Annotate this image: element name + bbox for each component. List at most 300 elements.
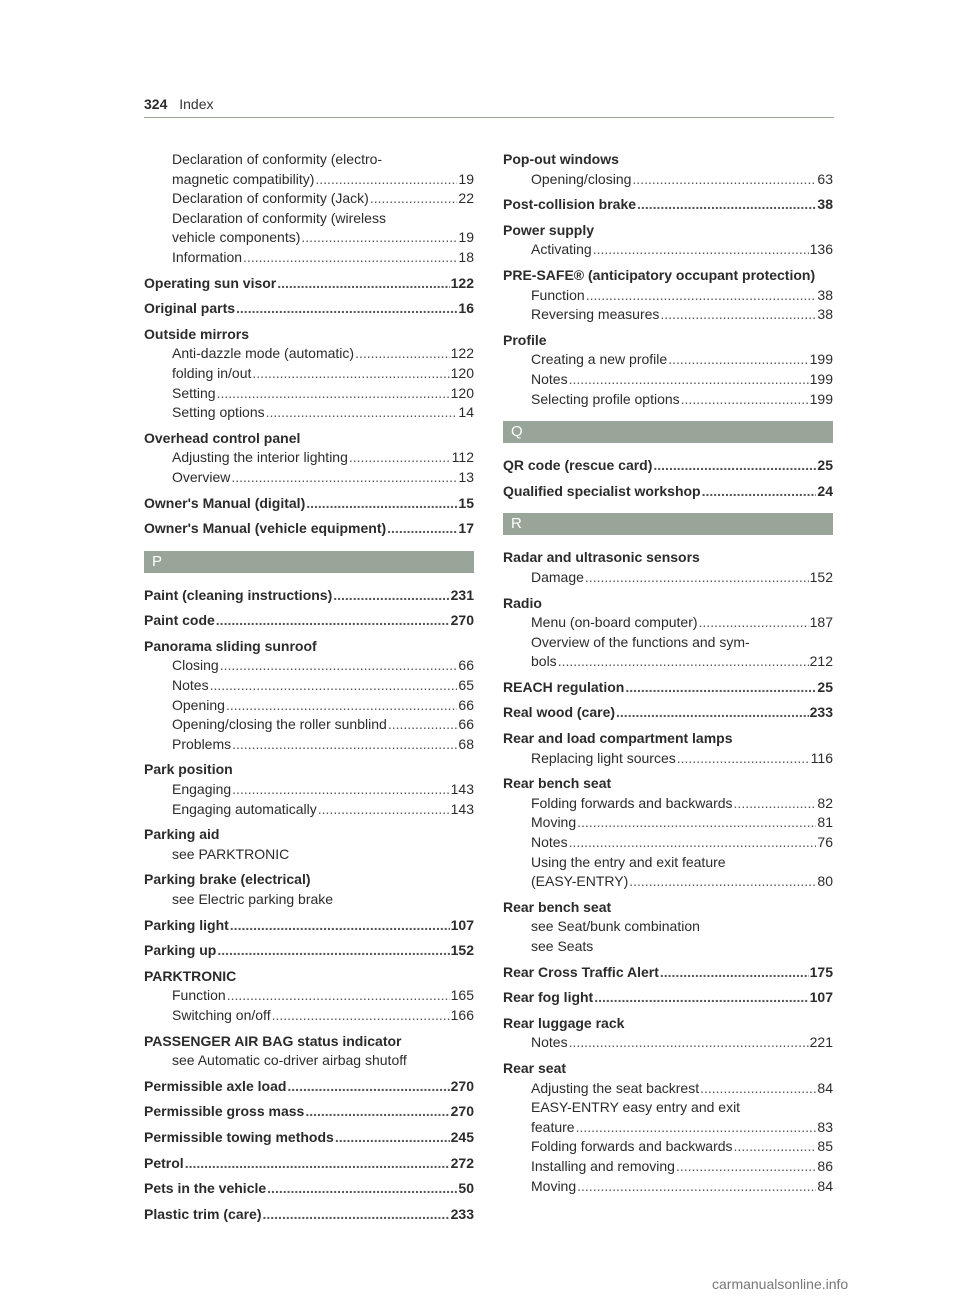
entry-title-text: Original parts — [144, 300, 236, 317]
dot-leader — [277, 274, 449, 294]
index-entry — [144, 870, 474, 909]
dot-leader — [569, 1033, 809, 1053]
sub-entry-text: Declaration of conformity (wireless — [172, 209, 386, 226]
index-entry — [503, 548, 833, 587]
index-column-right — [503, 150, 833, 1202]
sub-entry-text: Adjusting the interior lighting — [172, 449, 348, 466]
sub-entry — [503, 170, 833, 190]
sub-entry-text: Function — [531, 286, 585, 303]
dot-leader — [185, 1154, 450, 1174]
dot-leader — [681, 390, 809, 410]
entry-title — [144, 870, 474, 890]
sub-entry — [172, 170, 474, 190]
dot-leader — [734, 1137, 817, 1157]
sub-entry — [503, 240, 833, 260]
dot-leader — [231, 468, 457, 488]
index-entry — [503, 963, 833, 983]
entry-title — [503, 774, 833, 794]
index-entry — [503, 482, 833, 502]
dot-leader — [585, 568, 809, 588]
sub-entry — [144, 656, 474, 676]
sub-entry — [144, 800, 474, 820]
sub-entry-text: Notes — [531, 834, 568, 851]
header-title: Index — [179, 96, 214, 112]
dot-leader — [217, 384, 450, 404]
entry-title — [144, 967, 474, 987]
entry-title-page: 107 — [809, 989, 833, 1006]
sub-entry-page: 19 — [458, 170, 474, 187]
entry-title — [144, 1102, 474, 1122]
sub-entry — [144, 344, 474, 364]
sub-entry-text: Opening/closing — [531, 170, 632, 187]
sub-entry-page: 199 — [809, 370, 833, 387]
sub-entry-text: Declaration of conformity (Jack) — [172, 190, 369, 207]
sub-entry-page: 112 — [451, 449, 474, 466]
dot-leader — [335, 1128, 450, 1148]
entry-title — [503, 266, 833, 286]
sub-entry-text: (EASY-ENTRY) — [531, 873, 629, 890]
entry-title-text: Pets in the vehicle — [144, 1180, 267, 1197]
entry-title-page: 270 — [450, 612, 474, 629]
watermark: carmanualsonline.info — [712, 1276, 849, 1292]
index-entry — [144, 1032, 474, 1071]
dot-leader — [677, 749, 810, 769]
dot-leader — [558, 652, 809, 672]
section-heading-p: P — [144, 551, 474, 573]
entry-title-page: 107 — [450, 916, 474, 933]
sub-entry-text: Installing and removing — [531, 1157, 675, 1174]
sub-entry — [144, 986, 474, 1006]
dot-leader — [232, 735, 457, 755]
entry-title-text: Rear and load compartment lamps — [503, 730, 733, 747]
dot-leader — [616, 703, 809, 723]
sub-entry-page: 85 — [817, 1138, 833, 1155]
entry-title — [503, 594, 833, 614]
sub-entry — [503, 749, 833, 769]
index-entry — [503, 774, 833, 892]
sub-entry-text: Opening — [172, 696, 225, 713]
entry-title-page: 233 — [450, 1205, 474, 1222]
sub-entry — [144, 696, 474, 716]
dot-leader — [263, 1205, 450, 1225]
sub-entry — [144, 448, 474, 468]
index-entry — [144, 1128, 474, 1148]
index-entry — [503, 898, 833, 957]
dot-leader — [306, 494, 457, 514]
index-entry — [144, 1077, 474, 1097]
index-entry — [503, 150, 833, 189]
entry-title — [503, 963, 833, 983]
sub-entry-text: Adjusting the seat backrest — [531, 1079, 700, 1096]
entry-title — [503, 1014, 833, 1034]
entry-title-text: Outside mirrors — [144, 325, 250, 342]
index-entry — [144, 941, 474, 961]
sub-entry-text: Damage — [531, 568, 584, 585]
sub-entry-text: Creating a new profile — [531, 351, 668, 368]
entry-title-page: 16 — [458, 300, 474, 317]
entry-title-page: 38 — [817, 196, 833, 213]
dot-leader — [243, 248, 457, 268]
sub-entry-page: 18 — [458, 248, 474, 265]
entry-title — [144, 637, 474, 657]
dot-leader — [577, 1177, 816, 1197]
sub-entry — [503, 833, 833, 853]
dot-leader — [699, 613, 809, 633]
sub-entry — [144, 403, 474, 423]
sub-entry-page: 80 — [817, 873, 833, 890]
dot-leader — [227, 986, 450, 1006]
sub-entry-text: Selecting profile options — [531, 390, 680, 407]
dot-leader — [734, 794, 817, 814]
sub-entry — [503, 1118, 833, 1138]
index-entry — [144, 760, 474, 819]
index-entry — [503, 703, 833, 723]
sub-entry-page: 66 — [458, 657, 474, 674]
dot-leader — [252, 364, 449, 384]
entry-title — [503, 195, 833, 215]
sub-entry-text: Folding forwards and backwards — [531, 794, 733, 811]
entry-title-page: 17 — [458, 520, 474, 537]
sub-entry — [503, 305, 833, 325]
index-entry — [503, 678, 833, 698]
sub-entry — [503, 1079, 833, 1099]
index-entry — [172, 150, 474, 268]
sub-entry-page: 66 — [458, 696, 474, 713]
entry-title-text: Operating sun visor — [144, 274, 277, 291]
index-entry — [144, 586, 474, 606]
dot-leader — [216, 611, 450, 631]
dot-leader — [569, 370, 809, 390]
entry-title — [503, 221, 833, 241]
sub-entry — [144, 715, 474, 735]
entry-title-text: Pop-out windows — [503, 151, 619, 167]
entry-title-page: 175 — [809, 963, 833, 980]
dot-leader — [305, 1102, 449, 1122]
entry-title-page: 50 — [458, 1180, 474, 1197]
dot-leader — [637, 195, 816, 215]
sub-entry-text: Overview of the functions and sym- — [531, 633, 750, 650]
index-entry — [503, 594, 833, 672]
sub-entry-page: 143 — [450, 781, 474, 798]
sub-entry — [503, 1157, 833, 1177]
entry-title-text: Owner's Manual (digital) — [144, 494, 306, 511]
entries-q — [503, 456, 833, 501]
sub-entry-text: feature — [531, 1118, 575, 1135]
sub-entry — [144, 468, 474, 488]
entry-title — [503, 898, 833, 918]
entry-title — [503, 703, 833, 723]
sub-entry-text: Activating — [531, 241, 592, 258]
sub-entry-page: 143 — [450, 800, 474, 817]
dot-leader — [315, 170, 457, 190]
dot-leader — [355, 344, 450, 364]
sub-entry — [503, 794, 833, 814]
entries-p — [144, 586, 474, 1225]
dot-leader — [388, 715, 458, 735]
sub-entry-text: see Automatic co-driver airbag shutoff — [172, 1052, 407, 1069]
entry-title-text: Petrol — [144, 1154, 184, 1171]
entry-title-text: REACH regulation — [503, 678, 625, 695]
sub-entry — [503, 390, 833, 410]
sub-entry-page: 187 — [809, 614, 833, 631]
dot-leader — [668, 350, 808, 370]
index-entry — [503, 331, 833, 409]
index-entry — [144, 299, 474, 319]
sub-entry-text: Setting options — [172, 404, 265, 421]
sub-entry-text: Engaging automatically — [172, 800, 317, 817]
index-entry — [144, 325, 474, 423]
entry-title — [144, 1205, 474, 1225]
entry-title-text: Overhead control panel — [144, 429, 301, 446]
entries-p-continued — [503, 150, 833, 409]
sub-entry-text: folding in/out — [172, 364, 252, 381]
dot-leader — [287, 1077, 449, 1097]
sub-entry-text: Notes — [531, 370, 568, 387]
sub-entry-page: 86 — [817, 1157, 833, 1174]
sub-entry-page: 136 — [809, 241, 833, 258]
sub-entry — [503, 1033, 833, 1053]
sub-entry-text: Anti-dazzle mode (automatic) — [172, 345, 355, 362]
entry-title — [144, 1179, 474, 1199]
sub-entry-text: Notes — [172, 677, 209, 694]
sub-entry-page: 120 — [450, 364, 474, 381]
sub-entry — [172, 189, 474, 209]
index-entry — [144, 637, 474, 755]
index-entry — [503, 456, 833, 476]
sub-entry-text: Replacing light sources — [531, 749, 676, 766]
dot-leader — [210, 676, 458, 696]
sub-entry-text: EASY-ENTRY easy entry and exit — [531, 1099, 741, 1116]
sub-entry — [144, 780, 474, 800]
sub-entry — [144, 384, 474, 404]
sub-entry-text: Problems — [172, 735, 232, 752]
index-entry — [144, 1154, 474, 1174]
dot-leader — [267, 1179, 457, 1199]
index-entry — [503, 266, 833, 325]
index-entry — [144, 1102, 474, 1122]
sub-entry — [503, 853, 833, 873]
index-entry — [144, 611, 474, 631]
entry-title — [144, 941, 474, 961]
index-entry — [144, 519, 474, 539]
index-entry — [144, 1205, 474, 1225]
sub-entry — [172, 228, 474, 248]
dot-leader — [272, 1006, 450, 1026]
entry-title — [503, 456, 833, 476]
entry-title — [503, 988, 833, 1008]
entry-title-page: 231 — [450, 586, 474, 603]
dot-leader — [593, 240, 809, 260]
sub-entry-text: Folding forwards and backwards — [531, 1138, 733, 1155]
sub-entry-text: Declaration of conformity (electro- — [172, 151, 383, 167]
entry-title-text: QR code (rescue card) — [503, 457, 653, 474]
index-entry — [144, 274, 474, 294]
sub-entry-page: 199 — [809, 390, 833, 407]
entry-title-text: Panorama sliding sunroof — [144, 637, 317, 654]
sub-entry — [503, 872, 833, 892]
dot-leader — [236, 299, 457, 319]
sub-entry-page: 38 — [817, 286, 833, 303]
dot-leader — [660, 305, 816, 325]
dot-leader — [576, 1118, 817, 1138]
dot-leader — [660, 963, 809, 983]
entry-title-text: Power supply — [503, 221, 595, 238]
entry-title-page: 272 — [450, 1154, 474, 1171]
sub-entry-text: Engaging — [172, 781, 232, 798]
entry-title — [503, 729, 833, 749]
entry-title-text: Permissible gross mass — [144, 1103, 305, 1120]
entry-title-page: 24 — [817, 482, 833, 499]
entry-title — [503, 678, 833, 698]
entry-title — [144, 1154, 474, 1174]
dot-leader — [370, 189, 458, 209]
sub-entry — [503, 286, 833, 306]
sub-entry-text: Switching on/off — [172, 1006, 271, 1023]
sub-entry-text: Information — [172, 248, 243, 265]
page-header — [144, 96, 834, 118]
sub-entry-text: magnetic compatibility) — [172, 170, 315, 187]
continued-entry — [144, 150, 474, 268]
sub-entry-text: see Seats — [531, 938, 594, 954]
sub-entry-page: 152 — [809, 568, 833, 585]
sub-entry-page: 212 — [809, 653, 833, 670]
index-entry — [144, 429, 474, 488]
entries-r — [503, 548, 833, 1196]
index-entry — [144, 967, 474, 1026]
entry-title-text: Parking light — [144, 916, 229, 933]
sub-entry-text: vehicle components) — [172, 229, 301, 246]
entry-title-text: Parking aid — [144, 826, 220, 843]
entry-title-text: Parking brake (electrical) — [144, 871, 311, 888]
sub-entry-page: 66 — [458, 716, 474, 733]
dot-leader — [387, 519, 457, 539]
sub-entry — [503, 370, 833, 390]
sub-entry-text: Overview — [172, 468, 231, 485]
entry-title — [144, 916, 474, 936]
index-entry — [144, 825, 474, 864]
entry-title-text: Paint code — [144, 612, 215, 629]
sub-entry-page: 76 — [817, 834, 833, 851]
entry-title-text: Rear fog light — [503, 989, 594, 1006]
entry-title-text: Plastic trim (care) — [144, 1205, 262, 1222]
sub-entry — [503, 813, 833, 833]
entry-title — [144, 519, 474, 539]
sub-entry — [172, 248, 474, 268]
index-entry — [144, 1179, 474, 1199]
sub-entry — [144, 364, 474, 384]
entry-title-text: Radar and ultrasonic sensors — [503, 549, 700, 566]
entry-title-text: Rear seat — [503, 1059, 567, 1076]
sub-entry — [503, 917, 833, 937]
entry-title-text: Post-collision brake — [503, 196, 637, 213]
dot-leader — [217, 941, 449, 961]
sub-entry-page: 22 — [458, 190, 474, 207]
sub-entry — [144, 1006, 474, 1026]
entry-title — [144, 760, 474, 780]
dot-leader — [226, 696, 457, 716]
dot-leader — [594, 988, 808, 1008]
entry-title-text: Park position — [144, 761, 233, 778]
dot-leader — [333, 586, 449, 606]
index-entry — [503, 988, 833, 1008]
sub-entry — [503, 613, 833, 633]
sub-entry — [144, 890, 474, 910]
section-heading-q: Q — [503, 421, 833, 443]
sub-entry-page: 120 — [450, 384, 474, 401]
sub-entry-text: see Seat/bunk combination — [531, 918, 700, 935]
sub-entry-page: 83 — [817, 1118, 833, 1135]
dot-leader — [577, 813, 816, 833]
sub-entry-text: Reversing measures — [531, 306, 660, 323]
sub-entry-text: see Electric parking brake — [172, 891, 334, 907]
entry-title-text: Real wood (care) — [503, 704, 616, 721]
entry-title-text: Paint (cleaning instructions) — [144, 586, 333, 603]
sub-entry-text: Notes — [531, 1034, 568, 1051]
sub-entry — [503, 937, 833, 957]
index-entry — [503, 221, 833, 260]
sub-entry-text: Moving — [531, 1177, 577, 1194]
sub-entry-page: 199 — [809, 351, 833, 368]
entry-title-page: 270 — [450, 1077, 474, 1094]
sub-entry-text: Opening/closing the roller sunblind — [172, 716, 387, 733]
entry-title — [144, 274, 474, 294]
dot-leader — [349, 448, 451, 468]
index-entry — [503, 1059, 833, 1196]
entry-title-text: Profile — [503, 331, 547, 348]
entry-title-page: 122 — [450, 274, 474, 291]
entry-title — [144, 299, 474, 319]
sub-entry-text: Closing — [172, 657, 219, 674]
entry-title — [144, 1032, 474, 1052]
sub-entry — [503, 633, 833, 653]
dot-leader — [632, 170, 816, 190]
entry-title — [144, 494, 474, 514]
dot-leader — [220, 656, 458, 676]
sub-entry-text: bols — [531, 653, 557, 670]
sub-entry — [172, 209, 474, 229]
sub-entry — [503, 350, 833, 370]
entry-title-page: 152 — [450, 942, 474, 959]
entry-title-page: 25 — [817, 678, 833, 695]
dot-leader — [232, 780, 449, 800]
entry-title-page: 25 — [817, 457, 833, 474]
entry-title-page: 245 — [450, 1128, 474, 1145]
entry-title-text: PASSENGER AIR BAG status indicator — [144, 1032, 402, 1049]
sub-entry-page: 68 — [458, 735, 474, 752]
entry-title — [503, 331, 833, 351]
dot-leader — [676, 1157, 816, 1177]
entry-title-page: 233 — [809, 704, 833, 721]
entry-title — [144, 1128, 474, 1148]
sub-entry-text: Setting — [172, 384, 216, 401]
sub-entry — [144, 676, 474, 696]
sub-entry-page: 82 — [817, 794, 833, 811]
entry-title — [144, 611, 474, 631]
sub-entry-page: 84 — [817, 1079, 833, 1096]
sub-entry — [503, 1177, 833, 1197]
entry-title-text: Permissible towing methods — [144, 1128, 334, 1145]
dot-leader — [586, 286, 817, 306]
dot-leader — [629, 872, 816, 892]
dot-leader — [318, 800, 450, 820]
sub-entry-page: 63 — [817, 170, 833, 187]
sub-entry — [503, 1098, 833, 1118]
sub-entry-page: 165 — [450, 987, 474, 1004]
entry-title-text: Parking up — [144, 942, 217, 959]
sub-entry-page: 166 — [450, 1006, 474, 1023]
dot-leader — [266, 403, 458, 423]
entry-title-text: PARKTRONIC — [144, 967, 237, 984]
